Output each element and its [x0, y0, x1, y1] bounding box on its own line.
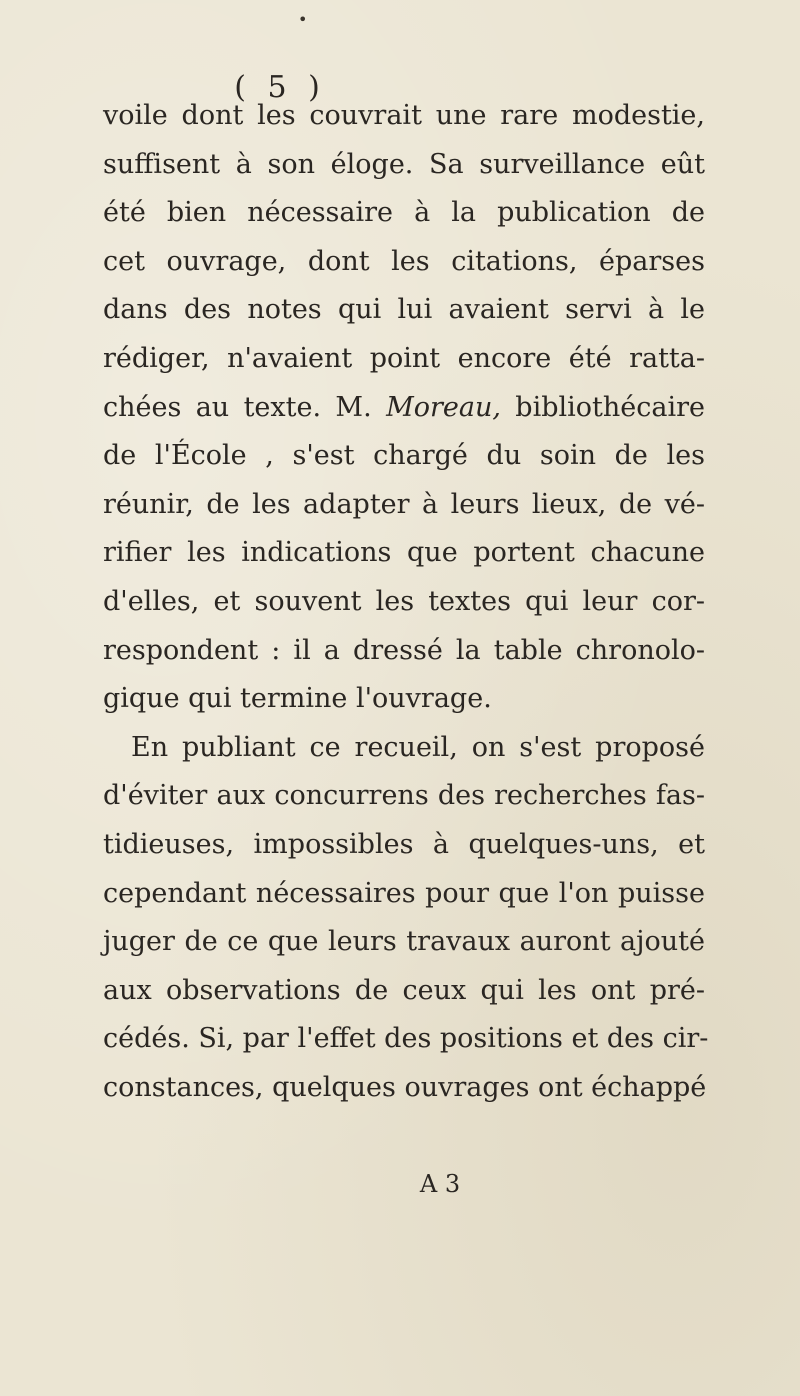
text-run: chées au texte. M. [103, 391, 387, 423]
text-line: En publiant ce recueil, on s'est proposé [131, 731, 705, 763]
text-line: gique qui termine l'ouvrage. [103, 683, 492, 715]
text-line: cet ouvrage, dont les citations, éparses [103, 245, 705, 277]
text-line: suffisent à son éloge. Sa surveillance eût [103, 148, 705, 180]
text-line: cependant nécessaires pour que l'on puisse [103, 877, 705, 909]
text-line: rédiger, n'avaient point encore été ratta- [103, 342, 705, 374]
paragraph-2 [103, 724, 709, 1113]
text-line: cédés. Si, par l'effet des positions et des cir- [103, 1023, 709, 1055]
page-mark: • [298, 10, 308, 29]
text-line: d'éviter aux concurrens des recherches fas- [103, 780, 705, 812]
text-line: de l'École , s'est chargé du soin de les [103, 440, 705, 472]
signature-mark: A 3 [419, 1170, 461, 1198]
text-line: dans des notes qui lui avaient servi à le [103, 294, 705, 326]
text-line: été bien nécessaire à la publication de [103, 197, 705, 229]
text-line: rifier les indications que portent chacune [103, 537, 705, 569]
text-line: juger de ce que leurs travaux auront ajouté [103, 926, 705, 958]
text-run: bibliothécaire [500, 391, 705, 423]
text-line: aux observations de ceux qui les ont pré- [103, 974, 705, 1006]
paragraph-1 [103, 92, 705, 724]
text-line: voile dont les couvrait une rare modestie, [103, 100, 705, 131]
body-text [103, 92, 709, 1112]
text-line: tidieuses, impossibles à quelques-uns, et [103, 828, 705, 860]
text-line: constances, quelques ouvrages ont échappé [103, 1071, 707, 1103]
text-line [103, 384, 705, 433]
person-name-italic: Moreau, [386, 391, 501, 423]
page-number: ( 5 ) [234, 70, 326, 105]
text-line: respondent : il a dressé la table chronolo- [103, 634, 705, 666]
text-line: d'elles, et souvent les textes qui leur cor- [103, 585, 705, 617]
text-line: réunir, de les adapter à leurs lieux, de vé- [103, 488, 705, 520]
